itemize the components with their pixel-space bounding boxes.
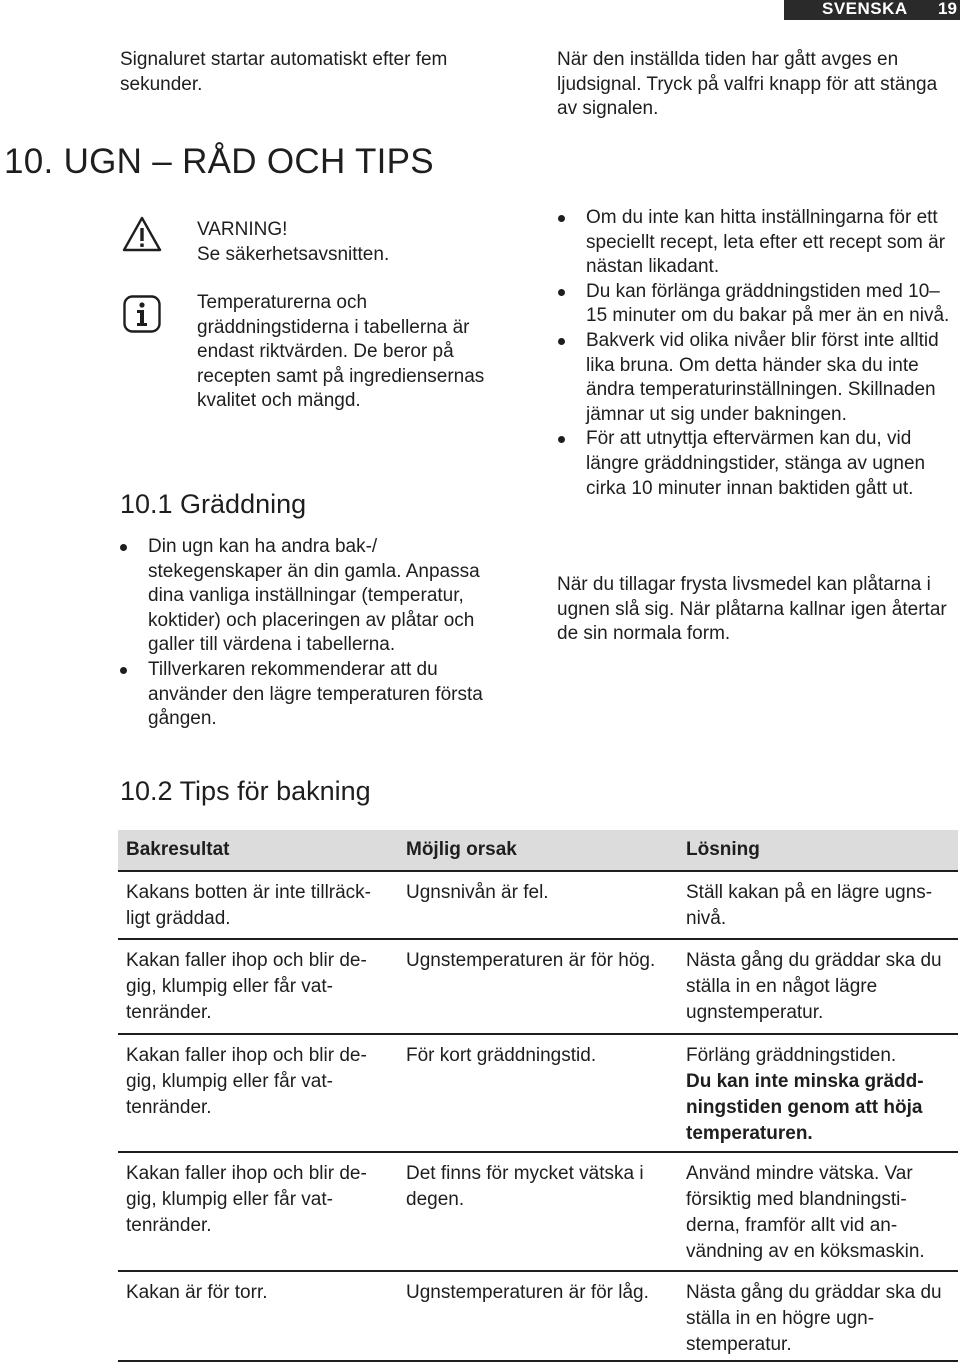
cell-solution <box>678 1034 958 1152</box>
list-item: Du kan förlänga gräddningstiden med 10–15 minuter om du bakar på mer än en nivå. <box>556 280 956 329</box>
right-intro-text: När den inställda tiden har gått avges en ljudsignal. Tryck på valfri knapp för att stänga av signalen. <box>557 49 938 120</box>
cell-cause: Ugnstemperaturen är för låg. <box>398 1271 678 1361</box>
solution-warning-text: Du kan inte minska grädd-ningstiden genom att höja temperaturen. <box>686 1071 924 1144</box>
page-number: 19 <box>938 0 957 18</box>
info-text: Temperaturerna och gräddningstiderna i tabellerna är endast riktvärden. De beror på recepten samt på ingrediensernas kvalitet och mängd. <box>197 292 485 412</box>
cell-solution: Nästa gång du gräddar ska du ställa in en något lägre ugnstemperatur. <box>678 939 958 1034</box>
cell-cause: För kort gräddningstid. <box>398 1034 678 1152</box>
cell-cause: Ugnsnivån är fel. <box>398 871 678 939</box>
table-row <box>118 1152 958 1271</box>
solution-text: Förläng gräddningstiden. <box>686 1045 897 1066</box>
list-item: Din ugn kan ha andra bak-/ stekegenskaper än din gamla. Anpassa dina vanliga inställningar (temperatur, koktider) och placeringen av plåtar och galler till värdena i tabellerna. <box>118 535 508 658</box>
table-row <box>118 939 958 1034</box>
cell-result: Kakans botten är inte tillräck-ligt gräddad. <box>118 871 398 939</box>
table-header-row <box>118 830 958 871</box>
section-2-title: 10.2 Tips för bakning <box>120 776 371 806</box>
list-item: Bakverk vid olika nivåer blir först inte alltid lika bruna. Om detta händer ska du inte ändra temperaturinställningen. Skillnaden jämnar ut sig under bakningen. <box>556 329 956 427</box>
section-1-title: 10.1 Gräddning <box>120 489 307 519</box>
cell-result: Kakan faller ihop och blir de-gig, klumpig eller får vat-tenränder. <box>118 1034 398 1152</box>
warning-triangle-icon <box>122 216 162 252</box>
cell-solution: Ställ kakan på en lägre ugns-nivå. <box>678 871 958 939</box>
baking-tips-table <box>118 830 958 1362</box>
list-item: För att utnyttja eftervärmen kan du, vid längre gräddningstider, stänga av ugnen cirka 10 minuter innan baktiden gått ut. <box>556 427 956 501</box>
warning-text: Se säkerhetsavsnitten. <box>197 243 390 265</box>
column-header-cause: Möjlig orsak <box>398 830 678 871</box>
cell-solution: Använd mindre vätska. Var försiktig med blandningsti-derna, framför allt vid an-vändning av en köksmaskin. <box>678 1152 958 1271</box>
cell-result: Kakan faller ihop och blir de-gig, klumpig eller får vat-tenränder. <box>118 939 398 1034</box>
right-closing-text: När du tillagar frysta livsmedel kan plåtarna i ugnen slå sig. När plåtarna kallnar igen återtar de sin normala form. <box>557 574 947 645</box>
table-row <box>118 1034 958 1152</box>
cell-result: Kakan faller ihop och blir de-gig, klumpig eller får vat-tenränder. <box>118 1152 398 1271</box>
right-bullet-list <box>556 206 956 501</box>
warning-note <box>197 218 517 267</box>
cell-solution: Nästa gång du gräddar ska du ställa in en högre ugn-stemperatur. <box>678 1271 958 1361</box>
cell-result: Kakan är för torr. <box>118 1271 398 1361</box>
list-item: Tillverkaren rekommenderar att du använder den lägre temperaturen första gången. <box>118 658 508 732</box>
warning-title: VARNING! <box>197 219 288 240</box>
column-header-solution: Lösning <box>678 830 958 871</box>
table-row <box>118 871 958 939</box>
intro-text: Signaluret startar automatiskt efter fem sekunder. <box>120 49 448 95</box>
cell-cause: Ugnstemperaturen är för hög. <box>398 939 678 1034</box>
chapter-title: 10. UGN – RÅD OCH TIPS <box>4 142 434 181</box>
column-header-result: Bakresultat <box>118 830 398 871</box>
info-icon <box>122 295 162 333</box>
header-language: SVENSKA <box>822 0 908 18</box>
table-row <box>118 1271 958 1361</box>
cell-cause: Det finns för mycket vätska i degen. <box>398 1152 678 1271</box>
section-1-bullet-list <box>118 535 508 732</box>
list-item: Om du inte kan hitta inställningarna för ett speciellt recept, leta efter ett recept som är nästan likadant. <box>556 206 956 280</box>
